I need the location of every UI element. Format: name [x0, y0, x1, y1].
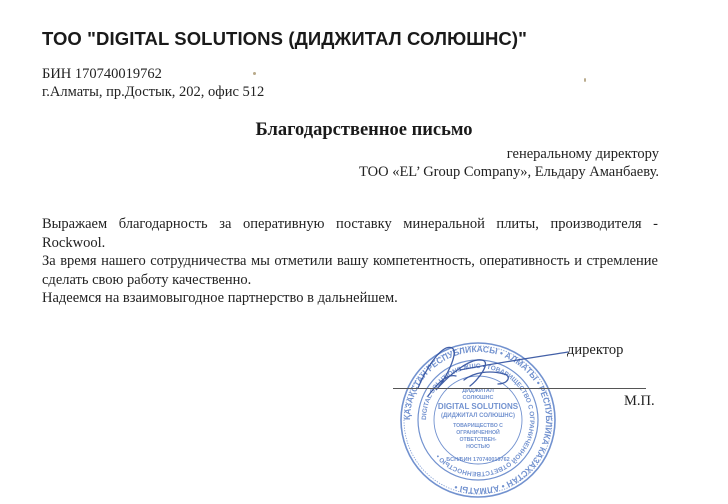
body-paragraph: Выражаем благодарность за оперативную поставку минеральной плиты, производителя - Rockwool. [42, 216, 658, 251]
seal-inner-text: DIGITAL SOLUTIONS ЖШС • ТОВАРИЩЕСТВО С ОГРАНИЧЕННОЙ ОТВЕТСТВЕННОСТЬЮ • [420, 362, 536, 478]
seal-center-line: НОСТЬЮ [466, 444, 490, 450]
body-paragraph: За время нашего сотрудничества мы отметили вашу компетентность, оперативность и стремление сделать свою работу качественно. [42, 253, 658, 288]
company-name: ТОО "DIGITAL SOLUTIONS (ДИДЖИТАЛ СОЛЮШНС)" [42, 28, 528, 49]
seal-center-line: (ДИДЖИТАЛ СОЛЮШНС) [441, 413, 515, 419]
seal-center-line: ДИДЖИТАЛ [462, 388, 494, 394]
paper-speck [253, 72, 256, 75]
signatory-position: директор [567, 342, 624, 358]
stamp-place-mark: М.П. [624, 393, 655, 409]
letter-body [42, 215, 658, 308]
addressee-name: ТОО «EL’ Group Company», Ельдару Аманбаеву. [358, 164, 659, 180]
seal-center-line: DIGITAL SOLUTIONS [437, 402, 519, 411]
seal-center-line: ТОВАРИЩЕСТВО С [453, 423, 503, 429]
company-address: г.Алматы, пр.Достык, 202, офис 512 [42, 84, 265, 100]
addressee-block [359, 145, 659, 181]
addressee-position: генеральному директору [506, 146, 659, 162]
seal-center-line: СОЛЮШНС [462, 395, 494, 401]
seal-bin: БСН/БИН 170740019762 [446, 457, 510, 463]
company-requisites [42, 65, 264, 101]
seal-center-line: ОГРАНИЧЕННОЙ [456, 430, 500, 436]
document-title: Благодарственное письмо [255, 120, 473, 140]
signature-line [393, 388, 646, 389]
handwritten-signature [400, 330, 580, 410]
body-paragraph: Надеемся на взаимовыгодное партнерство в дальнейшем. [42, 290, 398, 306]
company-bin: БИН 170740019762 [42, 66, 162, 82]
seal-outer-text: ҚАЗАҚСТАН РЕСПУБЛИКАСЫ • АЛМАТЫ • РЕСПУБЛИКА КАЗАХСТАН • АЛМАТЫ • [401, 343, 555, 497]
seal-center-line: ОТВЕТСТВЕН- [459, 437, 497, 443]
paper-speck [584, 78, 586, 82]
